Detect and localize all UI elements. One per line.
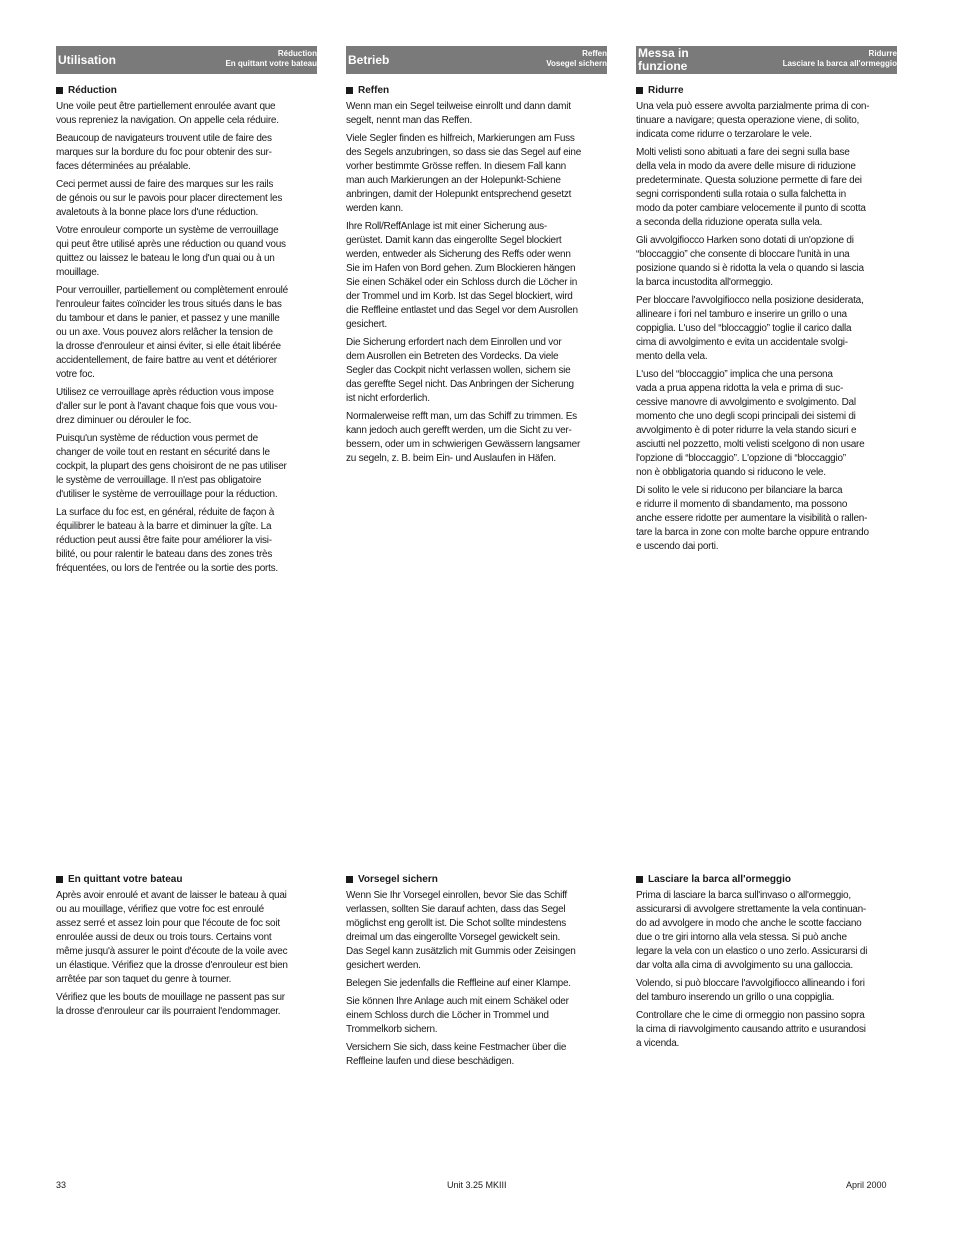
black-square-icon — [636, 87, 643, 94]
body-paragraph: La surface du foc est, en général, réduite de façon à équilibrer le bateau à la barre et diminuer la gîte. La réduction peut aussi être faite pour améliorer la visi- bilité, ou pour ralentir le bateau dans des zones très fréquentées, ou lors de l'entrée ou la sortie des ports. — [56, 507, 278, 574]
section-german-vorsegel-sichern — [346, 873, 607, 1073]
black-square-icon — [56, 87, 63, 94]
body-paragraph: Pour verrouiller, partiellement ou complètement enroulé l'enrouleur faites coïncider les trous situés dans le bas du tambour et dans le panier, et passez y une manille ou un axe. Vous pouvez alors relâcher la tension de la drosse d'enrouleur et ainsi éviter, si elle était libérée accidentellement, de faire battre au vent et détériorer votre foc. — [56, 285, 288, 380]
black-square-icon — [346, 87, 353, 94]
section-title-text: Ridurre — [648, 85, 684, 96]
section-title-text: Réduction — [68, 85, 117, 96]
body-paragraph: Ceci permet aussi de faire des marques sur les rails de génois ou sur le pavois pour placer directement les avaletouts à la bonne place lors d'une réduction. — [56, 179, 283, 218]
column-title: Utilisation — [58, 52, 117, 67]
body-paragraph: Die Sicherung erfordert nach dem Einrollen und vor dem Ausrollen ein Betreten des Vordecks. Da viele Segler das Cockpit nicht verlassen wollen, sichern sie das gereffte Segel nicht. Das Anbringen der Sicherung ist nicht erforderlich. — [346, 337, 574, 404]
section-title — [346, 873, 607, 886]
section-title — [346, 84, 607, 97]
product-name: Unit 3.25 MKIII — [447, 1180, 507, 1190]
body-paragraph: Versichern Sie sich, dass keine Festmacher über die Reffleine laufen und diese beschädigen. — [346, 1042, 567, 1067]
section-title — [636, 873, 897, 886]
body-paragraph: Beaucoup de navigateurs trouvent utile de faire des marques sur la bordure du foc pour obtenir des sur- faces déterminées au préalable. — [56, 133, 272, 172]
body-paragraph: Molti velisti sono abituati a fare dei segni sulla base della vela in modo da avere delle misure di riduzione predeterminate. Questa soluzione permette di fare dei segni corrispondenti sulla rotaia o sulla falchetta in modo da poter cambiare velocemente il punto di scotta a seconda della riduzione operata sulla vela. — [636, 147, 866, 228]
section-title — [56, 873, 317, 886]
column-subtitles — [546, 49, 607, 69]
section-french-reduction — [56, 84, 317, 580]
column-subtitle-2: Lasciare la barca all'ormeggio — [782, 59, 897, 68]
body-paragraph: Ihre Roll/ReffAnlage ist mit einer Sicherung aus- gerüstet. Damit kann das eingerollte Segel blockiert werden, entweder als Sicherung des Reffs oder wenn Sie im Hafen von Bord gehen. Zum Blockieren hängen Sie einen Schäkel oder ein Schloss durch die Löcher in der Trommel und im Korb. Ist das Segel blockiert, wird die Reffleine entlastet und das Segel vor dem Ausrollen gesichert. — [346, 221, 578, 330]
column-header-german — [346, 46, 607, 74]
section-title-text: Reffen — [358, 85, 390, 96]
publication-date: April 2000 — [846, 1180, 887, 1190]
body-paragraph: Viele Segler finden es hilfreich, Markierungen am Fuss des Segels anzubringen, so dass sie das Segel auf eine vorher bestimmte Grösse reffen. In diesem Fall kann man auch Markierungen an der Holepunkt-Schiene anbringen, damit der Holepunkt entsprechend gesetzt werden kann. — [346, 133, 582, 214]
body-paragraph: Volendo, si può bloccare l'avvolgifiocco allineando i fori del tamburo inserendo un grillo o una coppiglia. — [636, 978, 865, 1003]
black-square-icon — [346, 876, 353, 883]
body-paragraph: Di solito le vele si riducono per bilanciare la barca e ridurre il momento di sbandamento, ma possono anche essere ridotte per aumentare la visibilità o rallen- tare la barca in zone con molte barche oppure entrando e uscendo dai porti. — [636, 485, 869, 552]
body-paragraph: Per bloccare l'avvolgifiocco nella posizione desiderata, allineare i fori nel tamburo e inserire un grillo o una coppiglia. L'uso del “bloccaggio” toglie il carico dalla cima di avvolgimento e evita un accidentale svolgi- mento della vela. — [636, 295, 864, 362]
section-title-text: Vorsegel sichern — [358, 874, 438, 885]
body-paragraph: Votre enrouleur comporte un système de verrouillage qui peut être utilisé après une réduction ou quand vous quittez ou laissez le bateau le long d'un quai ou à un mouillage. — [56, 225, 286, 278]
black-square-icon — [56, 876, 63, 883]
section-french-leaving-boat — [56, 873, 317, 1023]
body-paragraph: Puisqu'un système de réduction vous permet de changer de voile tout en restant en sécurité dans le cockpit, la plupart des gens choisiront de ne pas utiliser le système de verrouillage. Il n'est pas obligatoire d'utiliser le système de verrouillage pour la réduction. — [56, 433, 287, 500]
column-subtitle-1: Reffen — [582, 49, 607, 58]
column-title: Messa in funzione — [638, 46, 689, 73]
column-subtitle-2: En quittant votre bateau — [225, 59, 317, 68]
column-title: Betrieb — [348, 52, 390, 67]
body-paragraph: Après avoir enroulé et avant de laisser le bateau à quai ou au mouillage, vérifiez que votre foc est enroulé assez serré et assez loin pour que l'écoute de foc soit enroulée aussi de deux ou trois tours. Certains vont même jusqu'à assurer le point d'écoute de la voile avec un élastique. Vérifiez que la drosse d'enrouleur est bien arrêtée par son taquet du genre à tourner. — [56, 890, 288, 985]
page-number: 33 — [56, 1180, 67, 1190]
column-header-french — [56, 46, 317, 74]
body-paragraph: Normalerweise refft man, um das Schiff zu trimmen. Es kann jedoch auch gerefft werden, um die Sicht zu ver- bessern, oder um in schwierigen Gewässern langsamer zu segeln, z. B. beim Ein- und Auslaufen in Häfen. — [346, 411, 581, 464]
body-paragraph: Sie können Ihre Anlage auch mit einem Schäkel oder einem Schloss durch die Löcher in Trommel und Trommelkorb sichern. — [346, 996, 569, 1035]
section-title-text: En quittant votre bateau — [68, 874, 183, 885]
body-paragraph: Una vela può essere avvolta parzialmente prima di con- tinuare a navigare; questa operazione viene, di solito, indicata come ridurre o terzarolare le vele. — [636, 101, 870, 140]
section-german-reffen — [346, 84, 607, 470]
body-paragraph: Prima di lasciare la barca sull'invaso o all'ormeggio, assicurarsi di avvolgere strettamente la vela continuan- do ad avvolgere in modo che anche le scotte facciano due o tre giri intorno alla vela stessa. Si può anche legare la vela con un elastico o uno zerlo. Assicurarsi di dar volta alla cima di avvolgimento su una galloccia. — [636, 890, 868, 971]
column-subtitle-1: Ridurre — [868, 49, 897, 58]
body-paragraph: Vérifiez que les bouts de mouillage ne passent pas sur la drosse d'enrouleur car ils pourraient l'endommager. — [56, 992, 285, 1017]
column-subtitle-1: Réduction — [277, 49, 317, 58]
section-title — [636, 84, 897, 97]
section-italian-lasciare-barca — [636, 873, 897, 1055]
body-paragraph: Wenn Sie Ihr Vorsegel einrollen, bevor Sie das Schiff verlassen, sollten Sie darauf achten, dass das Segel möglichst eng gerollt ist. Die Schot sollte mindestens dreimal um das eingerollte Vorsegel gewickelt sein. Das Segel kann zusätzlich mit Gummis oder Zeisingen gesichert werden. — [346, 890, 576, 971]
section-title — [56, 84, 317, 97]
section-italian-ridurre — [636, 84, 897, 558]
body-paragraph: Utilisez ce verrouillage après réduction vous impose d'aller sur le pont à l'avant chaque fois que vous vou- drez diminuer ou dérouler le foc. — [56, 387, 278, 426]
column-subtitle-2: Vosegel sichern — [546, 59, 607, 68]
body-paragraph: L'uso del “bloccaggio” implica che una persona vada a prua appena ridotta la vela e prima di suc- cessive manovre di avvolgimento e svolgimento. Dal momento che uno degli scopi principali dei sistemi di avvolgimento è di poter ridurre la vela stando sicuri e asciutti nel pozzetto, molti velisti scelgono di non usare l'opzione di “bloccaggio”. L'opzione di “bloccaggio” non è obbligatoria quando si riducono le vele. — [636, 369, 865, 478]
body-paragraph: Belegen Sie jedenfalls die Reffleine auf einer Klampe. — [346, 978, 571, 989]
column-header-italian — [636, 46, 897, 74]
section-title-text: Lasciare la barca all'ormeggio — [648, 874, 791, 885]
body-paragraph: Gli avvolgifiocco Harken sono dotati di un'opzione di “bloccaggio” che consente di bloccare l'unità in una posizione quando si è ridotta la vela o quando si lascia la barca incustodita all'ormeggio. — [636, 235, 864, 288]
black-square-icon — [636, 876, 643, 883]
body-paragraph: Controllare che le cime di ormeggio non passino sopra la cima di riavvolgimento causando attrito e usurandosi a vicenda. — [636, 1010, 866, 1049]
body-paragraph: Une voile peut être partiellement enroulée avant que vous repreniez la navigation. On appelle cela réduire. — [56, 101, 279, 126]
column-subtitles — [783, 49, 897, 69]
body-paragraph: Wenn man ein Segel teilweise einrollt und dann damit segelt, nennt man das Reffen. — [346, 101, 571, 126]
column-subtitles — [225, 49, 317, 69]
